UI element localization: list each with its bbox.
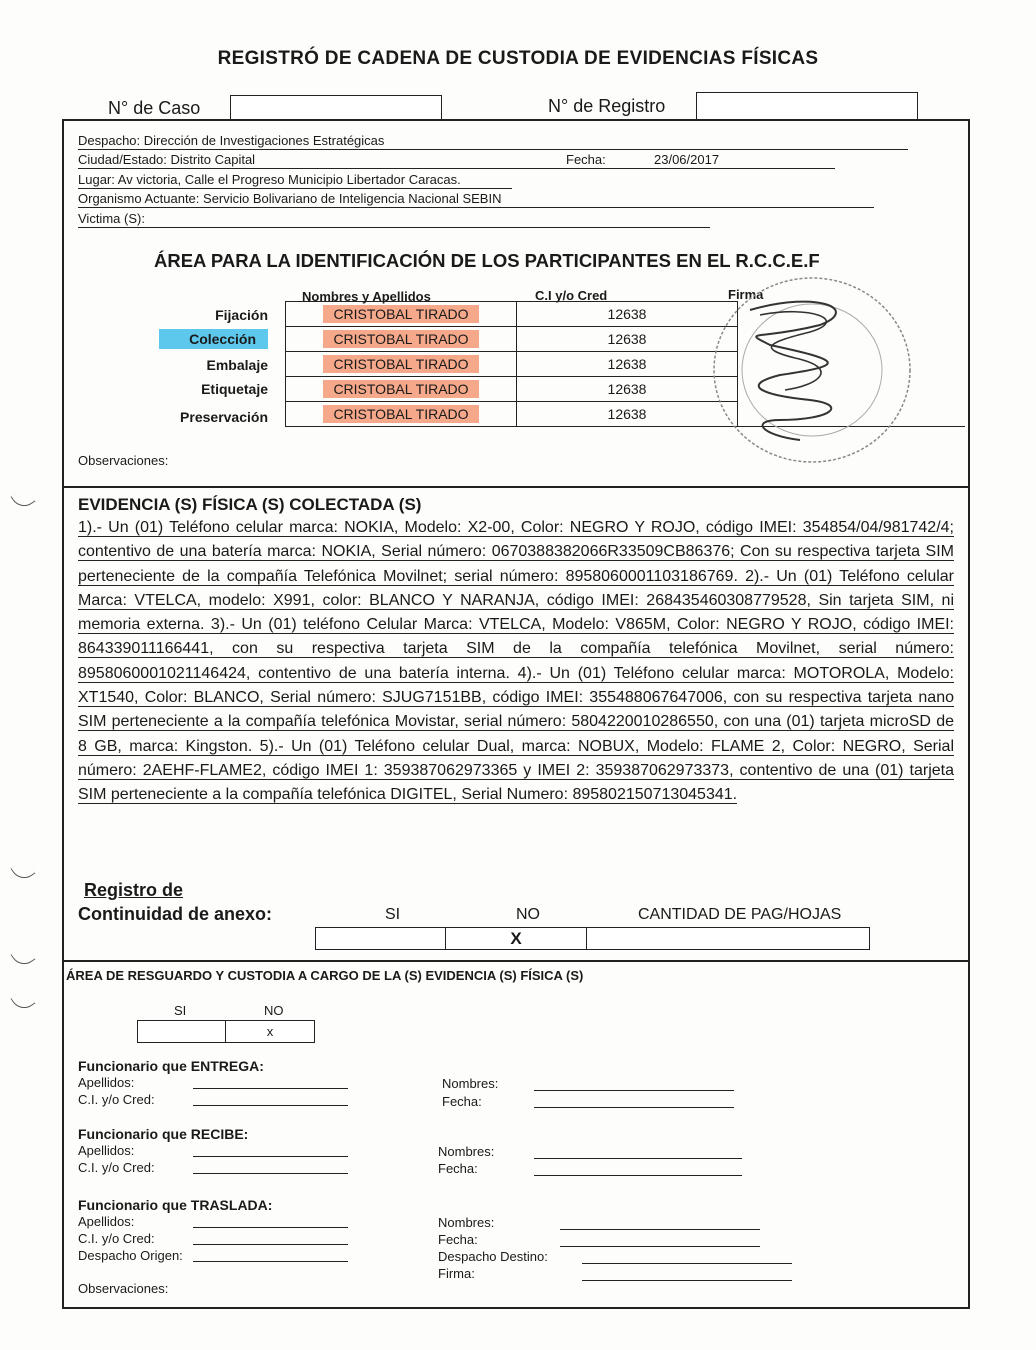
- custody-observaciones-label: Observaciones:: [78, 1281, 169, 1296]
- recibe-nombres-field[interactable]: [534, 1158, 742, 1159]
- organismo-value: Servicio Bolivariano de Inteligencia Nacional SEBIN: [203, 191, 502, 206]
- official-stamp-icon: [700, 270, 920, 470]
- traslada-fecha-field[interactable]: [560, 1246, 760, 1247]
- margin-check-icon: [10, 988, 35, 1013]
- recibe-nombres-label: Nombres:: [438, 1144, 495, 1159]
- traslada-ci-field[interactable]: [193, 1244, 348, 1245]
- traslada-nombres-label: Nombres:: [438, 1215, 495, 1230]
- recibe-ci-field[interactable]: [193, 1173, 348, 1174]
- entrega-fecha-field[interactable]: [534, 1107, 734, 1108]
- traslada-apellidos-label: Apellidos:: [78, 1214, 135, 1229]
- recibe-apellidos-field[interactable]: [193, 1156, 348, 1157]
- entrega-apellidos-label: Apellidos:: [78, 1075, 135, 1090]
- participant-ci: 12638: [517, 352, 738, 377]
- continuity-no-box[interactable]: X: [445, 927, 587, 950]
- entrega-nombres-field[interactable]: [534, 1090, 734, 1091]
- participants-observaciones-label: Observaciones:: [78, 453, 169, 468]
- participant-name: CRISTOBAL TIRADO: [323, 380, 478, 398]
- continuity-no-label: NO: [516, 906, 540, 923]
- section-divider: [62, 960, 968, 962]
- victima-line: [78, 210, 710, 228]
- case-number-field[interactable]: [230, 95, 442, 121]
- col-signature-header: Firma: [728, 287, 764, 302]
- ciudad-value: Distrito Capital: [170, 152, 256, 167]
- continuity-label-2: Continuidad de anexo:: [78, 904, 273, 924]
- entrega-title: Funcionario que ENTREGA:: [78, 1058, 264, 1074]
- traslada-origen-label: Despacho Origen:: [78, 1248, 183, 1263]
- participants-title: ÁREA PARA LA IDENTIFICACIÓN DE LOS PARTICIPANTES EN EL R.C.C.E.F: [154, 250, 820, 271]
- fecha-label: Fecha:: [566, 152, 606, 167]
- participant-name: CRISTOBAL TIRADO: [323, 305, 478, 323]
- traslada-firma-label: Firma:: [438, 1266, 475, 1281]
- traslada-fecha-label: Fecha:: [438, 1232, 478, 1247]
- traslada-nombres-field[interactable]: [560, 1229, 760, 1230]
- role-coleccion: [68, 331, 268, 347]
- role-etiquetaje: Etiquetaje: [201, 381, 268, 397]
- fecha-value: 23/06/2017: [654, 152, 720, 167]
- role-preservacion: Preservación: [180, 409, 268, 425]
- document-title: REGISTRÓ DE CADENA DE CUSTODIA DE EVIDENCIAS FÍSICAS: [217, 48, 819, 69]
- victima-label: Victima (S):: [78, 211, 145, 226]
- traslada-origen-field[interactable]: [193, 1261, 348, 1262]
- traslada-destino-field[interactable]: [582, 1263, 792, 1264]
- lugar-value: Av victoria, Calle el Progreso Municipio Libertador Caracas.: [117, 172, 461, 187]
- despacho-value: Dirección de Investigaciones Estratégicas: [143, 133, 385, 148]
- margin-check-icon: [10, 858, 35, 883]
- custody-si-label: SI: [174, 1003, 187, 1018]
- entrega-nombres-label: Nombres:: [442, 1076, 499, 1091]
- participant-ci: 12638: [517, 302, 738, 327]
- ciudad-label: Ciudad/Estado:: [78, 152, 167, 167]
- evidence-text: [78, 516, 954, 808]
- custody-no-box[interactable]: x: [225, 1020, 315, 1043]
- case-number-label: N° de Caso: [108, 98, 201, 118]
- evidence-title: EVIDENCIA (S) FÍSICA (S) COLECTADA (S): [78, 495, 422, 514]
- custody-no-label: NO: [264, 1003, 284, 1018]
- col-names-header: Nombres y Apellidos: [302, 289, 431, 304]
- continuity-si-label: SI: [385, 906, 401, 923]
- section-divider: [62, 486, 968, 488]
- traslada-destino-label: Despacho Destino:: [438, 1249, 548, 1264]
- traslada-firma-field[interactable]: [582, 1280, 792, 1281]
- participant-name: CRISTOBAL TIRADO: [323, 330, 478, 348]
- entrega-ci-label: C.I. y/o Cred:: [78, 1092, 155, 1107]
- organismo-line: [78, 190, 874, 208]
- registry-number-label: N° de Registro: [548, 96, 666, 116]
- traslada-apellidos-field[interactable]: [193, 1227, 348, 1228]
- continuity-label-1: Registro de: [84, 880, 184, 900]
- traslada-ci-label: C.I. y/o Cred:: [78, 1231, 155, 1246]
- registry-number-field[interactable]: [696, 92, 918, 120]
- recibe-fecha-field[interactable]: [534, 1175, 742, 1176]
- recibe-apellidos-label: Apellidos:: [78, 1143, 135, 1158]
- entrega-apellidos-field[interactable]: [193, 1088, 348, 1089]
- recibe-title: Funcionario que RECIBE:: [78, 1126, 249, 1142]
- margin-check-icon: [10, 486, 35, 511]
- role-embalaje: Embalaje: [206, 357, 268, 373]
- entrega-ci-field[interactable]: [193, 1105, 348, 1106]
- organismo-label: Organismo Actuante:: [78, 191, 200, 206]
- col-ci-header: C.I y/o Cred: [535, 288, 608, 303]
- participant-ci: 12638: [517, 402, 738, 427]
- continuity-si-box[interactable]: [315, 927, 447, 950]
- traslada-title: Funcionario que TRASLADA:: [78, 1197, 273, 1213]
- continuity-pages-box[interactable]: [586, 927, 870, 950]
- role-coleccion-text: Colección: [159, 329, 268, 349]
- continuity-pages-label: CANTIDAD DE PAG/HOJAS: [638, 906, 842, 923]
- margin-check-icon: [10, 944, 35, 969]
- recibe-fecha-label: Fecha:: [438, 1161, 478, 1176]
- ciudad-line: [78, 151, 835, 169]
- role-fijacion: Fijación: [215, 307, 268, 323]
- custody-si-box[interactable]: [137, 1020, 227, 1043]
- entrega-fecha-label: Fecha:: [442, 1094, 482, 1109]
- participant-name: CRISTOBAL TIRADO: [323, 355, 478, 373]
- participant-name: CRISTOBAL TIRADO: [323, 405, 478, 423]
- recibe-ci-label: C.I. y/o Cred:: [78, 1160, 155, 1175]
- lugar-line: [78, 171, 512, 189]
- custody-title: ÁREA DE RESGUARDO Y CUSTODIA A CARGO DE LA (S) EVIDENCIA (S) FÍSICA (S): [66, 968, 584, 983]
- participant-ci: 12638: [517, 377, 738, 402]
- despacho-label: Despacho:: [78, 133, 141, 148]
- participant-ci: 12638: [517, 327, 738, 352]
- lugar-label: Lugar:: [78, 172, 115, 187]
- evidence-description: 1).- Un (01) Teléfono celular marca: NOKIA, Modelo: X2-00, Color: NEGRO Y ROJO, código IMEI: 354854/04/981742/4; contentivo de una batería marca: NOKIA, Serial número: 0670388382066R33509CB86376; Con su respectiva tarjeta SIM perteneciente de la compañía Telefónica Movilnet; serial número: 8958060001103186769. 2).- Un (01) Teléfono celular Marca: VTELCA, modelo: X991, color: BLANCO Y NARANJA, código IMEI: 268435460308779528, Sin tarjeta SIM, ni memoria externa. 3).- Un (01) teléfono Celular Marca: VTELCA, Modelo: V865M, Color: NEGRO Y ROJO, código IMEI: 864339011166441, con su respectiva tarjeta SIM de la compañía telefónica Movilnet, serial número: 8958060001021146424, contentivo de una batería interna. 4).- Un (01) Teléfono celular marca: MOTOROLA, Modelo: XT1540, Color: BLANCO, Serial número: SJUG7151BB, código IMEI: 355488067647006, con su respectiva tarjeta nano SIM perteneciente a la compañía telefónica Movistar, serial número: 5804220010286550, con una (01) tarjeta microSD de 8 GB, marca: Kingston. 5).- Un (01) Teléfono celular Dual, marca: NOBUX, Modelo: FLAME 2, Color: NEGRO, Serial número: 2AEHF-FLAME2, código IMEI 1: 359387062973365 y IMEI 2: 359387062973373, contentivo de una (01) tarjeta SIM perteneciente a la compañía telefónica DIGITEL, Serial Numero: 895802150713045341.: [78, 519, 954, 804]
- despacho-line: [78, 132, 908, 150]
